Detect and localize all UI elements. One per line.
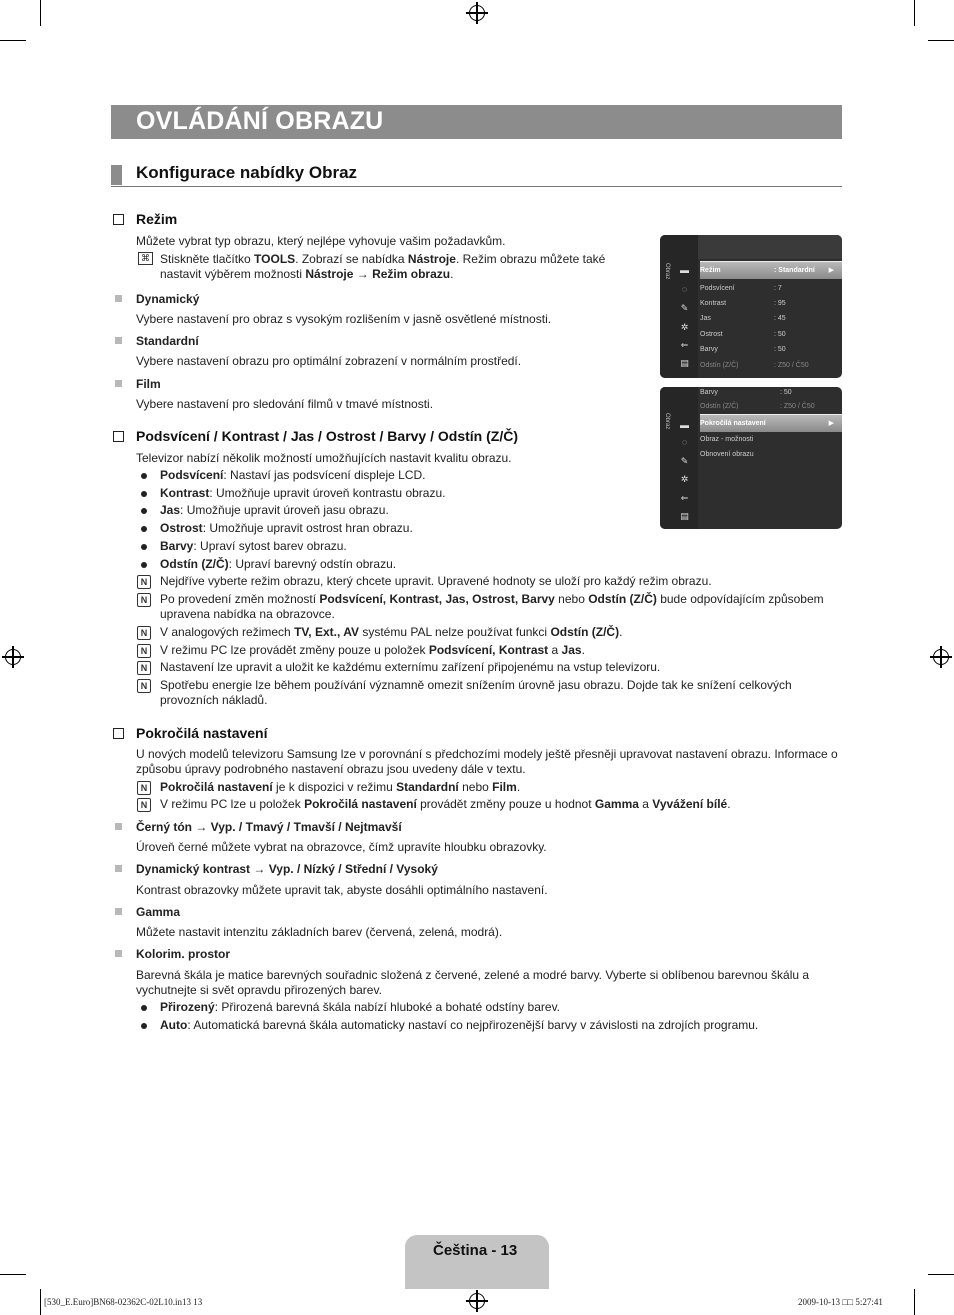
application-icon: ▤	[680, 511, 689, 521]
item-desc: Můžete nastavit intenzitu základních barev (červená, zelená, modrá).	[136, 925, 503, 939]
section-heading	[111, 160, 842, 187]
menu-tab-label: Obraz	[664, 413, 670, 430]
bullet-square	[115, 823, 122, 830]
section-title: Konfigurace nabídky Obraz	[136, 163, 358, 182]
item-name: Kolorim. prostor	[136, 947, 231, 961]
sound-icon: ◌	[681, 284, 688, 294]
mode-desc: Vybere nastavení pro obraz s vysokým rozlišením v jasně osvětlené místnosti.	[136, 312, 552, 326]
page-title: OVLÁDÁNÍ OBRAZU	[136, 107, 384, 135]
bullet-dot	[141, 544, 147, 550]
tools-icon: ⌘	[138, 252, 153, 265]
picture-icon: ▬	[680, 265, 689, 275]
item-desc: Barevná škála je matice barevných souřadnic složená z červené, zelené a modré barvy. Vyberte si oblíbenou barevnou škálu a vychutnejte si svět opravdu přirozených barev.	[136, 968, 810, 997]
bullet-dot	[141, 473, 147, 479]
note-icon: N	[137, 679, 151, 693]
registration-mark-icon	[469, 1293, 485, 1309]
bullet-text: Auto: Automatická barevná škála automaticky nastaví co nejpřirozenější barvy v závislosti na zdrojích programu.	[160, 1018, 759, 1032]
item-name: Dynamický kontrast → Vyp. / Nízký / Střední / Vysoký	[136, 862, 438, 876]
bullet-square	[115, 295, 122, 302]
registration-mark-icon	[5, 649, 21, 665]
note-text: V režimu PC lze u položek Pokročilá nastavení provádět změny pouze u hodnot Gamma a Vyvážení bílé.	[160, 797, 731, 811]
channel-icon: ✎	[680, 456, 689, 466]
tv-menu-screenshot-2	[660, 387, 842, 529]
sound-icon: ◌	[681, 437, 688, 447]
registration-mark-icon	[933, 649, 949, 665]
note-text: V režimu PC lze provádět změny pouze u položek Podsvícení, Kontrast a Jas.	[160, 643, 585, 657]
print-info-right: 2009-10-13 □□ 5:27:41	[798, 1297, 883, 1307]
bullet-text: Kontrast: Umožňuje upravit úroveň kontrastu obrazu.	[160, 486, 446, 500]
menu-row[interactable]: Ostrost : 50	[700, 331, 786, 338]
tv-menu-screenshot-1	[660, 235, 842, 378]
note-icon: N	[137, 661, 151, 675]
menu-row-selected[interactable]: Pokročilá nastavení ▶	[700, 414, 842, 432]
rezim-intro: Můžete vybrat typ obrazu, který nejlépe vyhovuje vašim požadavkům.	[136, 234, 506, 248]
menu-topbar	[698, 235, 842, 259]
setup-icon: ✲	[680, 322, 689, 332]
application-icon: ▤	[680, 358, 689, 368]
mode-desc: Vybere nastavení pro sledování filmů v tmavé místnosti.	[136, 397, 434, 411]
menu-row[interactable]: Barvy : 50	[700, 346, 786, 353]
podsviceni-heading: Podsvícení / Kontrast / Jas / Ostrost / Barvy / Odstín (Z/Č)	[136, 428, 518, 444]
mode-name: Dynamický	[136, 292, 200, 306]
menu-row-selected[interactable]: Režim : Standardní ▶	[700, 261, 842, 279]
bullet-dot	[141, 1005, 147, 1011]
item-name: Gamma	[136, 905, 181, 919]
page-title-bar	[111, 105, 842, 139]
input-icon: ⇐	[680, 493, 689, 503]
note-text: Nejdříve vyberte režim obrazu, který chcete upravit. Upravené hodnoty se uloží pro každý režim obrazu.	[160, 574, 712, 588]
bullet-dot	[141, 1023, 147, 1029]
page-number-label: Čeština - 13	[433, 1242, 518, 1259]
input-icon: ⇐	[680, 340, 689, 350]
bullet-text: Podsvícení: Nastaví jas podsvícení displeje LCD.	[160, 468, 426, 482]
pokrocila-heading: Pokročilá nastavení	[136, 725, 268, 741]
note-text: V analogových režimech TV, Ext., AV systému PAL nelze používat funkci Odstín (Z/Č).	[160, 625, 623, 639]
rezim-heading: Režim	[136, 211, 178, 227]
note-text: Po provedení změn možností Podsvícení, Kontrast, Jas, Ostrost, Barvy nebo Odstín (Z/Č) bude odpovídajícím způsobem upravena nabídka na obrazovce.	[160, 592, 824, 621]
note-icon: N	[137, 798, 151, 812]
menu-row[interactable]: Odstín (Z/Č) : Z50 / Č50	[700, 403, 815, 410]
item-desc: Úroveň černé můžete vybrat na obrazovce, čímž upravíte hloubku obrazovky.	[136, 840, 547, 854]
tools-note: Stiskněte tlačítko TOOLS. Zobrazí se nabídka Nástroje. Režim obrazu můžete také nastavit výběrem možnosti Nástroje → Režim obrazu.	[160, 252, 606, 281]
item-desc: Kontrast obrazovky můžete upravit tak, abyste dosáhli optimálního nastavení.	[136, 883, 548, 897]
menu-row[interactable]: Kontrast : 95	[700, 300, 786, 307]
mode-name: Standardní	[136, 334, 199, 348]
note-text: Nastavení lze upravit a uložit ke každému externímu zařízení připojenému na vstup televizoru.	[160, 660, 661, 674]
note-text: Spotřebu energie lze během používání významně omezit snížením úrovně jasu obrazu. Dojde tak ke snížení celkových provozních nákladů.	[160, 678, 792, 707]
bullet-square	[115, 950, 122, 957]
bullet-square	[115, 380, 122, 387]
bullet-text: Barvy: Upraví sytost barev obrazu.	[160, 539, 347, 553]
picture-icon: ▬	[680, 420, 689, 430]
bullet-text: Odstín (Z/Č): Upraví barevný odstín obrazu.	[160, 557, 397, 571]
bullet-dot	[141, 508, 147, 514]
bullet-square	[115, 865, 122, 872]
menu-row[interactable]: Obraz - možnosti	[700, 436, 754, 443]
note-text: Pokročilá nastavení je k dispozici v režimu Standardní nebo Film.	[160, 780, 521, 794]
note-icon: N	[137, 575, 151, 589]
setup-icon: ✲	[680, 474, 689, 484]
note-icon: N	[137, 781, 151, 795]
bullet-dot	[141, 526, 147, 532]
bullet-dot	[141, 491, 147, 497]
bullet-dot	[141, 562, 147, 568]
note-icon: N	[137, 626, 151, 640]
registration-mark-icon	[469, 5, 485, 21]
menu-tab-label: Obraz	[664, 263, 670, 280]
menu-row[interactable]: Podsvícení : 7	[700, 285, 782, 292]
bullet-square	[115, 908, 122, 915]
menu-row[interactable]: Barvy : 50	[700, 389, 792, 396]
checkbox-icon	[113, 728, 124, 739]
checkbox-icon	[113, 431, 124, 442]
menu-row[interactable]: Obnovení obrazu	[700, 451, 754, 458]
note-icon: N	[137, 644, 151, 658]
podsviceni-intro: Televizor nabízí několik možností umožňujících nastavit kvalitu obrazu.	[136, 451, 512, 465]
bullet-square	[115, 337, 122, 344]
note-icon: N	[137, 593, 151, 607]
mode-name: Film	[136, 377, 161, 391]
pokrocila-intro: U nových modelů televizoru Samsung lze v porovnání s předchozími modely ještě přesněji upravovat nastavení obrazu. Informace o způsobu úpravy podrobného nastavení obrazu jsou uvedeny dále v textu.	[136, 747, 838, 776]
menu-row[interactable]: Jas : 45	[700, 315, 786, 322]
menu-row[interactable]: Odstín (Z/Č) : Z50 / Č50	[700, 362, 809, 369]
channel-icon: ✎	[680, 303, 689, 313]
bullet-text: Jas: Umožňuje upravit úroveň jasu obrazu.	[160, 503, 389, 517]
checkbox-icon	[113, 214, 124, 225]
bullet-text: Přirozený: Přirozená barevná škála nabízí hluboké a bohaté odstíny barev.	[160, 1000, 561, 1014]
item-name: Černý tón → Vyp. / Tmavý / Tmavší / Nejtmavší	[136, 820, 402, 834]
print-info-left: [530_E.Euro]BN68-02362C-02L10.in13 13	[44, 1297, 203, 1307]
page-footer-tab	[405, 1235, 549, 1289]
section-marker	[111, 165, 122, 185]
bullet-text: Ostrost: Umožňuje upravit ostrost hran obrazu.	[160, 521, 413, 535]
mode-desc: Vybere nastavení obrazu pro optimální zobrazení v normálním prostředí.	[136, 354, 522, 368]
